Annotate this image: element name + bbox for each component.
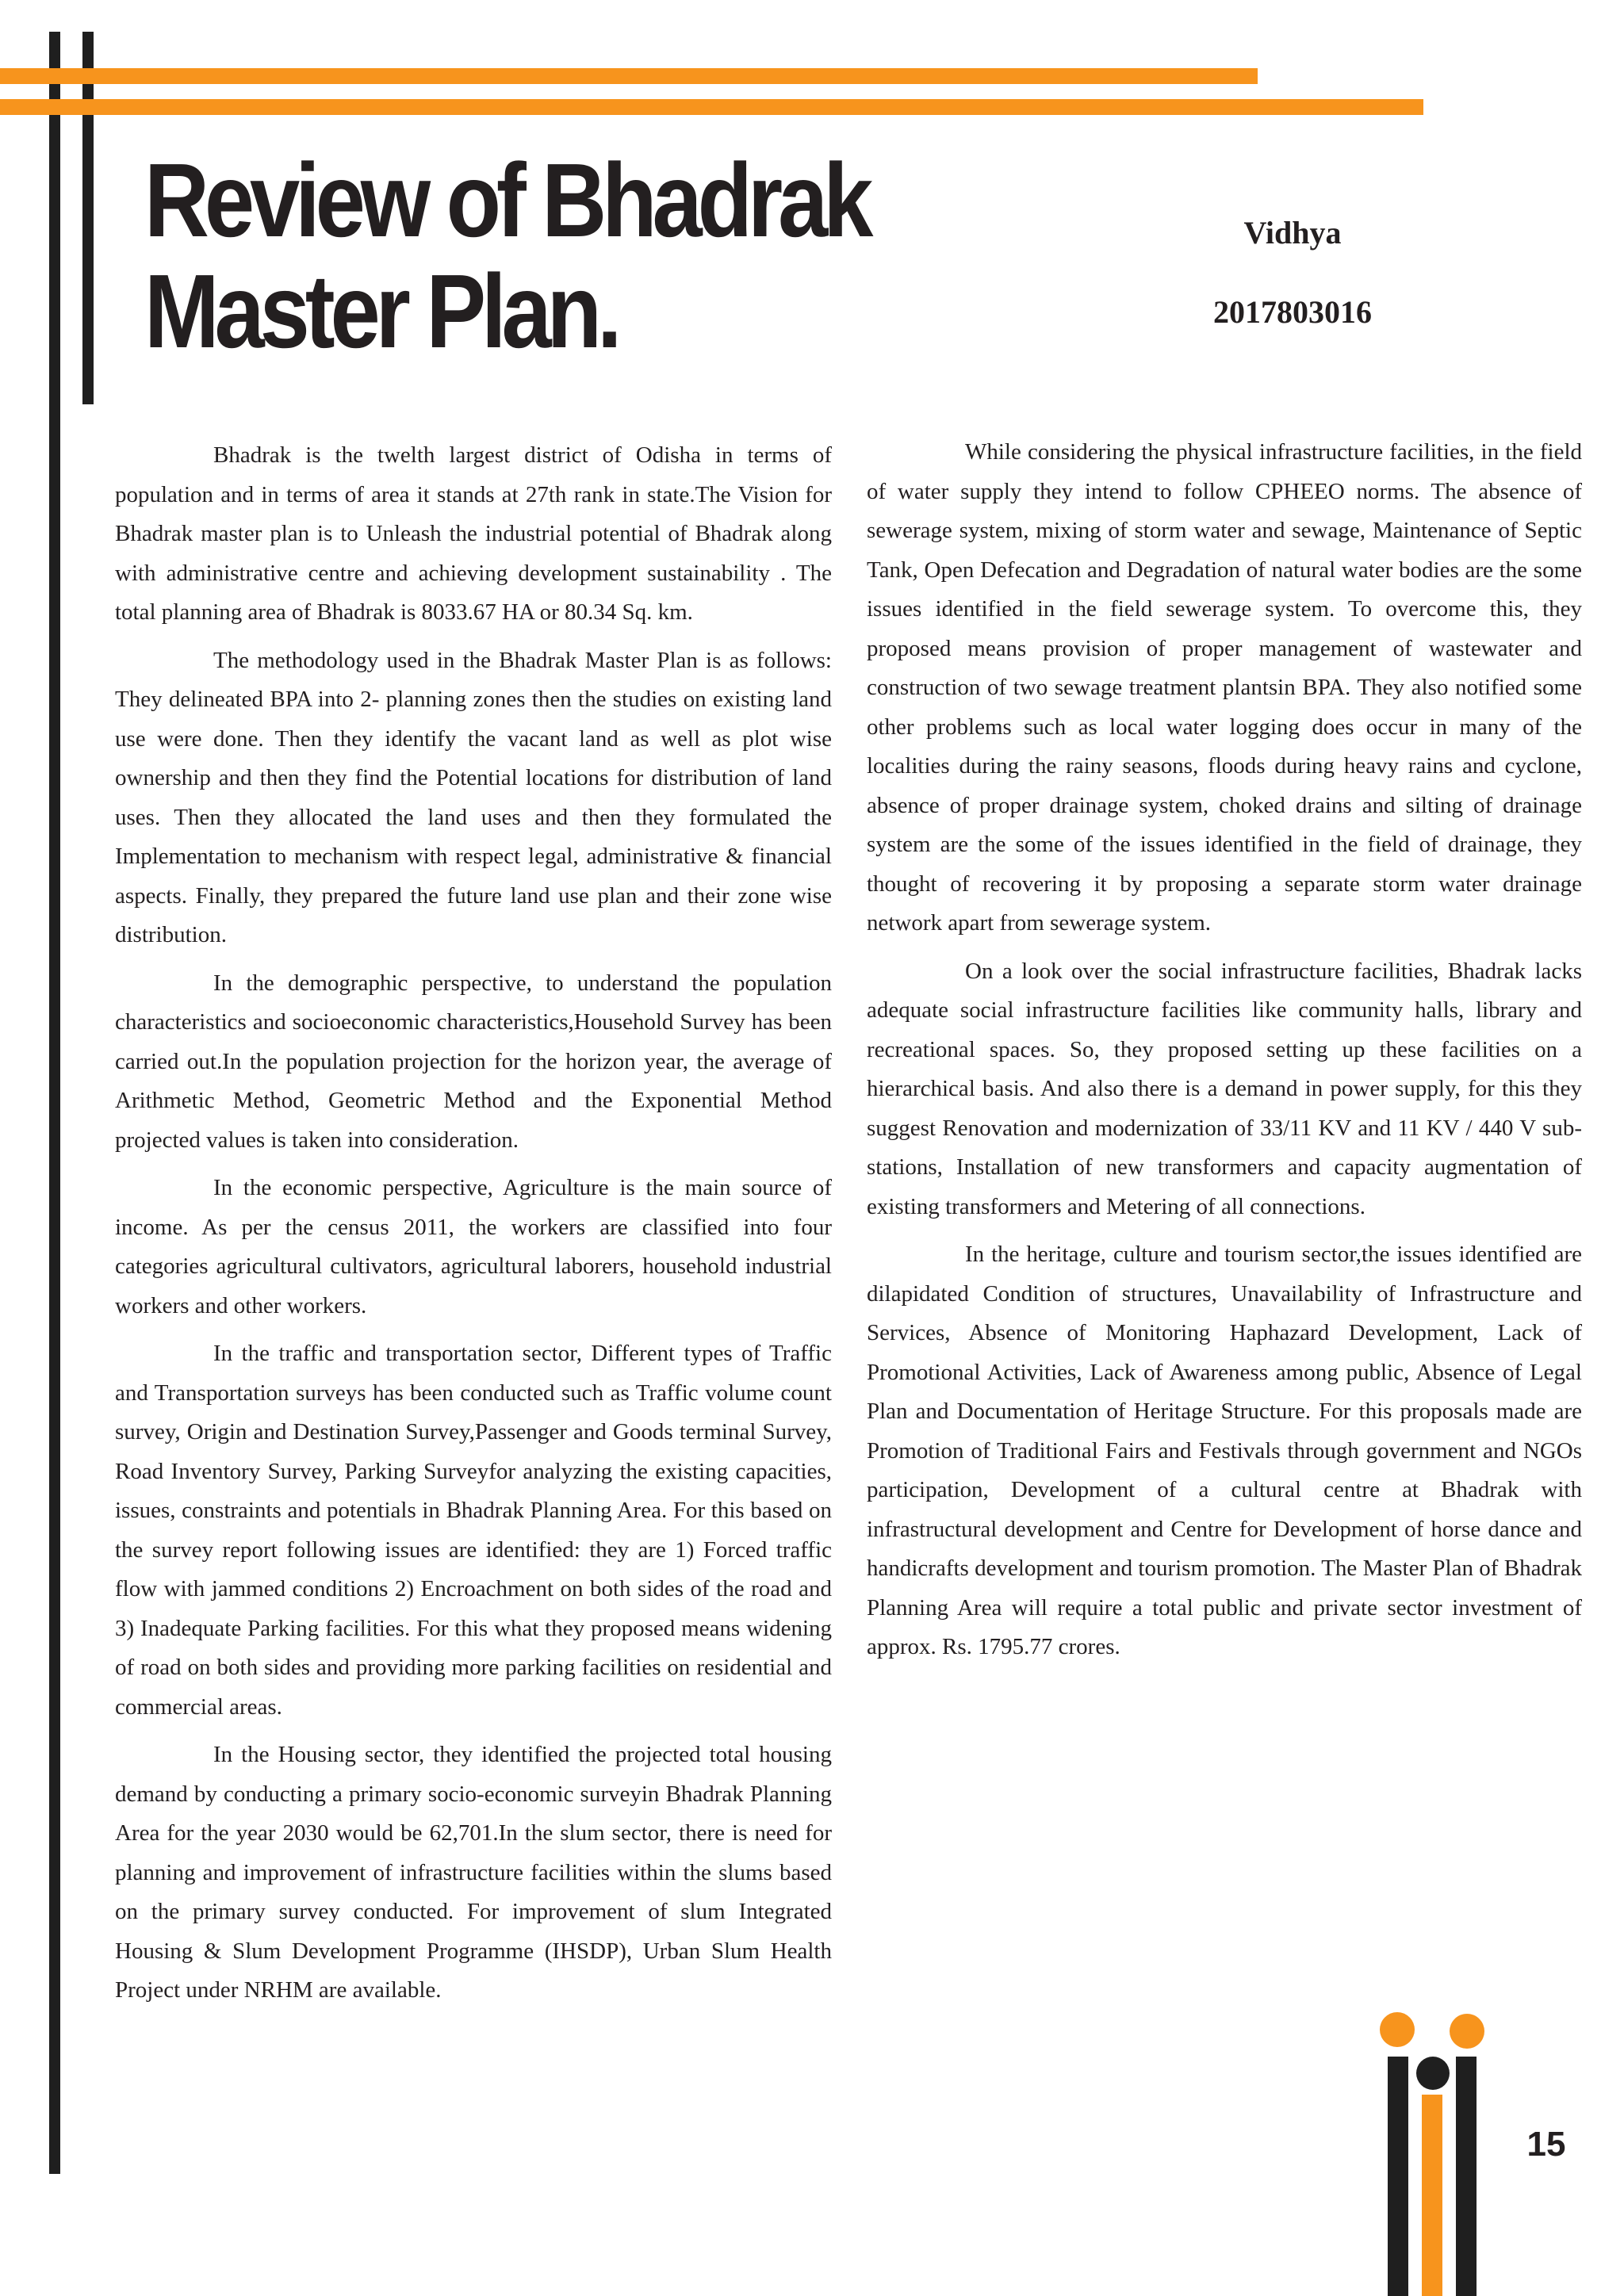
dark-stem-right bbox=[1456, 2057, 1477, 2296]
paragraph: In the Housing sector, they identified the projected total housing demand by conducting a primary socio-economic surveyin Bhadrak Planning Area for the year 2030 would be 62,701.In the slum sector, there is need for planning and improvement of infrastructure facilities within the slums based on the primary survey conducted. For improvement of slum Integrated Housing & Slum Development Programme (IHSDP), Urban Slum Health Project under NRHM are available. bbox=[115, 1742, 832, 2003]
orange-dot-left bbox=[1380, 2012, 1415, 2047]
page-number: 15 bbox=[1526, 2125, 1566, 2164]
paragraph: In the traffic and transportation sector, Different types of Traffic and Transportation surveys has been conducted such as Traffic volume count survey, Origin and Destination Survey,Passenger and Goods terminal Survey, Road Inventory Survey, Parking Surveyfor analyzing the existing capacities, issues, constraints and potentials in Bhadrak Planning Area. For this based on the survey report following issues are identified: they are 1) Forced traffic flow with jammed conditions 2) Encroachment on both sides of the road and 3) Inadequate Parking facilities. For this what they proposed means widening of road on both sides and providing more parking facilities on residential and commercial areas. bbox=[115, 1341, 832, 1720]
author-name: Vidhya bbox=[1243, 215, 1342, 251]
orange-dot-right bbox=[1450, 2014, 1484, 2049]
author-id: 2017803016 bbox=[1213, 294, 1372, 330]
dark-stem-left bbox=[1388, 2057, 1408, 2296]
top-orange-bar bbox=[0, 68, 1258, 84]
paragraph: On a look over the social infrastructure facilities, Bhadrak lacks adequate social infrastructure facilities like community halls, library and recreational spaces. So, they proposed setting up these facilities on a hierarchical basis. And also there is a demand in power supply, for this they suggest Renovation and modernization of 33/11 KV and 11 KV / 440 V sub- stations, Installation of new transformers and capacity augmentation of existing transformers and Metering of all connections. bbox=[867, 958, 1582, 1219]
paragraph: While considering the physical infrastructure facilities, in the field of water supply they intend to follow CPHEEO norms. The absence of sewerage system, mixing of storm water and sewage, Maintenance of Septic Tank, Open Defecation and Degradation of natural water bodies are the some issues identified in the field sewerage system. To overcome this, they proposed means provision of proper management of wastewater and construction of two sewage treatment plantsin BPA. They also notified some other problems such as local water logging does occur in many of the localities during the rainy seasons, floods during heavy rains and cyclone, absence of proper drainage system, choked drains and silting of drainage system are the some of the issues identified in the field of drainage, they thought of recovering it by proposing a separate storm water drainage network apart from sewerage system. bbox=[867, 439, 1582, 936]
left-vertical-bar bbox=[49, 32, 60, 2174]
paragraph: The methodology used in the Bhadrak Master Plan is as follows: They delineated BPA into 2- planning zones then the studies on existing land use were done. Then they identify the vacant land as well as plot wise ownership and then they find the Potential locations for distribution of land uses. Then they allocated the land uses and then they formulated the Implementation to mechanism with respect legal, administrative & financial aspects. Finally, they prepared the future land use plan and their zone wise distribution. bbox=[115, 647, 832, 947]
left-column bbox=[115, 436, 832, 2019]
title-line-2: Master Plan. bbox=[144, 253, 618, 369]
paragraph: In the economic perspective, Agriculture is the main source of income. As per the census 2011, the workers are classified into four categories agricultural cultivators, agricultural laborers, household industrial workers and other workers. bbox=[115, 1175, 832, 1318]
article-title bbox=[144, 142, 869, 369]
orange-stem-middle bbox=[1422, 2095, 1442, 2296]
second-orange-bar bbox=[0, 99, 1423, 115]
paragraph: In the heritage, culture and tourism sector,the issues identified are dilapidated Condition of structures, Unavailability of Infrastructure and Services, Absence of Monitoring Haphazard Development, Lack of Promotional Activities, Lack of Awareness among public, Absence of Legal Plan and Documentation of Heritage Structure. For this proposals made are Promotion of Traditional Fairs and Festivals through government and NGOs participation, Development of a cultural centre at Bhadrak with infrastructural development and Centre for Development of horse dance and handicrafts development and tourism promotion. The Master Plan of Bhadrak Planning Area will require a total public and private sector investment of approx. Rs. 1795.77 crores. bbox=[867, 1242, 1582, 1659]
dots-and-bars-logo-icon bbox=[1369, 2012, 1484, 2296]
paragraph: Bhadrak is the twelth largest district of Odisha in terms of population and in terms of area it stands at 27th rank in state.The Vision for Bhadrak master plan is to Unleash the industrial potential of Bhadrak along with administrative centre and achieving development sustainability . The total planning area of Bhadrak is 8033.67 HA or 80.34 Sq. km. bbox=[115, 442, 832, 625]
inner-vertical-bar bbox=[82, 32, 94, 404]
right-column bbox=[867, 433, 1582, 1676]
dark-dot-middle bbox=[1416, 2057, 1450, 2090]
title-line-1: Review of Bhadrak bbox=[144, 142, 869, 258]
paragraph: In the demographic perspective, to understand the population characteristics and socioeconomic characteristics,Household Survey has been carried out.In the population projection for the horizon year, the average of Arithmetic Method, Geometric Method and the Exponential Method projected values is taken into consideration. bbox=[115, 970, 832, 1153]
